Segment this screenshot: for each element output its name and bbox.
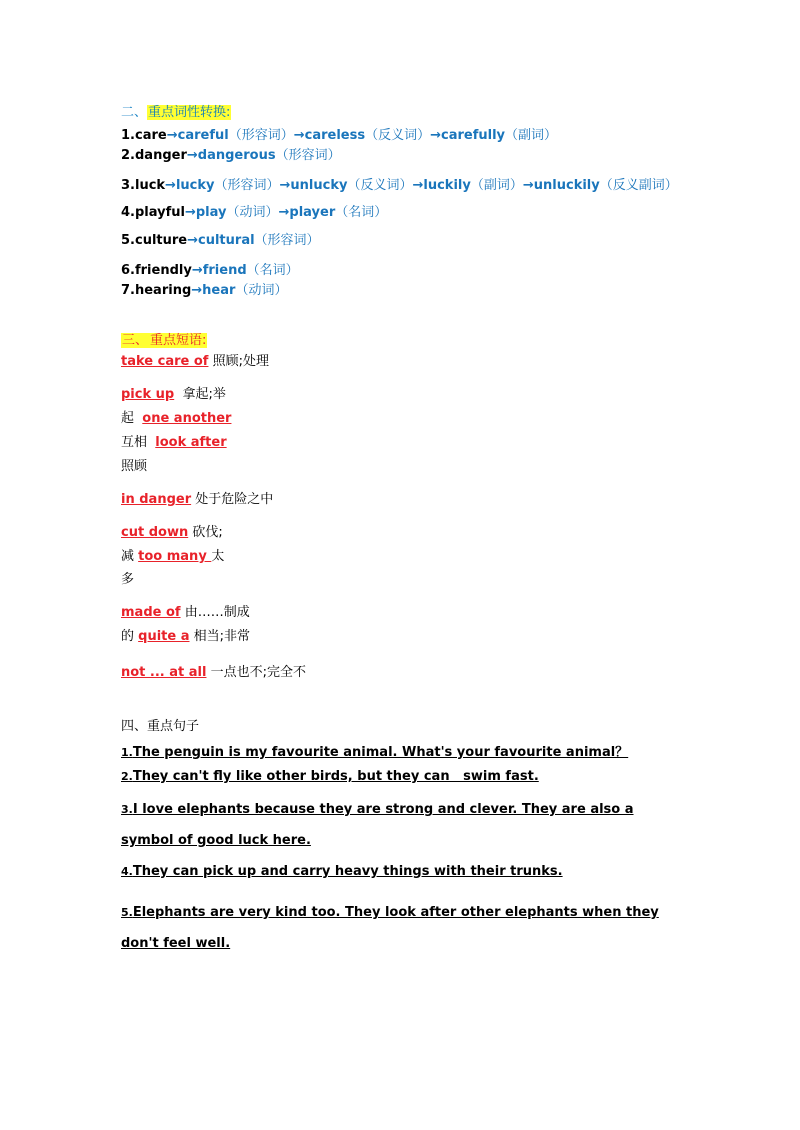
phrase-one-another: 起 one another [121, 411, 232, 426]
phrase-too-many: 减 too many 太 [121, 549, 225, 564]
phrase-take-care-of: take care of 照顾;处理 [121, 354, 269, 369]
conversion-3: 3.luck→lucky（形容词）→unlucky（反义词）→luckily（副词）→unluckily（反义副词） [121, 178, 678, 193]
sentence-4: 4.They can pick up and carry heavy things with their trunks. [121, 864, 563, 879]
section-2-title: 重点词性转换: [148, 105, 231, 120]
conversion-6: 6.friendly→friend（名词） [121, 263, 299, 278]
sentence-5: 5.Elephants are very kind too. They look after other elephants when they don't feel well. [121, 905, 659, 951]
sentence-3: 3.I love elephants because they are strong and clever. They are also a symbol of good luck here. [121, 802, 634, 848]
phrase-in-danger: in danger 处于危险之中 [121, 492, 274, 507]
section-3-heading [121, 329, 207, 348]
phrase-cut-down: cut down 砍伐; [121, 525, 223, 540]
section-2-heading [121, 101, 231, 120]
conversion-1: 1.care→careful（形容词）→careless（反义词）→carefully（副词） [121, 128, 558, 143]
section-3-title: 重点短语: [150, 333, 207, 348]
conversion-7: 7.hearing→hear（动词） [121, 283, 288, 298]
section-3-prefix: 三、 [122, 333, 149, 348]
phrase-made-of: made of 由……制成 [121, 605, 250, 620]
conversion-2: 2.danger→dangerous（形容词） [121, 148, 341, 163]
conversion-5: 5.culture→cultural（形容词） [121, 233, 320, 248]
section-2-prefix: 二、 [121, 105, 148, 120]
phrase-continuation: 照顾 [121, 459, 148, 474]
phrase-look-after: 互相 look after [121, 435, 227, 450]
phrase-not-at-all: not ... at all 一点也不;完全不 [121, 665, 306, 680]
phrase-pick-up: pick up 拿起;举 [121, 387, 226, 402]
phrase-quite-a: 的 quite a 相当;非常 [121, 629, 251, 644]
sentence-1: 1.The penguin is my favourite animal. What's your favourite animal？ [121, 745, 629, 760]
phrase-continuation-2: 多 [121, 572, 135, 587]
sentence-2: 2.They can't fly like other birds, but they can swim fast. [121, 769, 539, 784]
section-4-heading: 四、重点句子 [121, 719, 200, 734]
conversion-4: 4.playful→play（动词）→player（名词） [121, 205, 388, 220]
